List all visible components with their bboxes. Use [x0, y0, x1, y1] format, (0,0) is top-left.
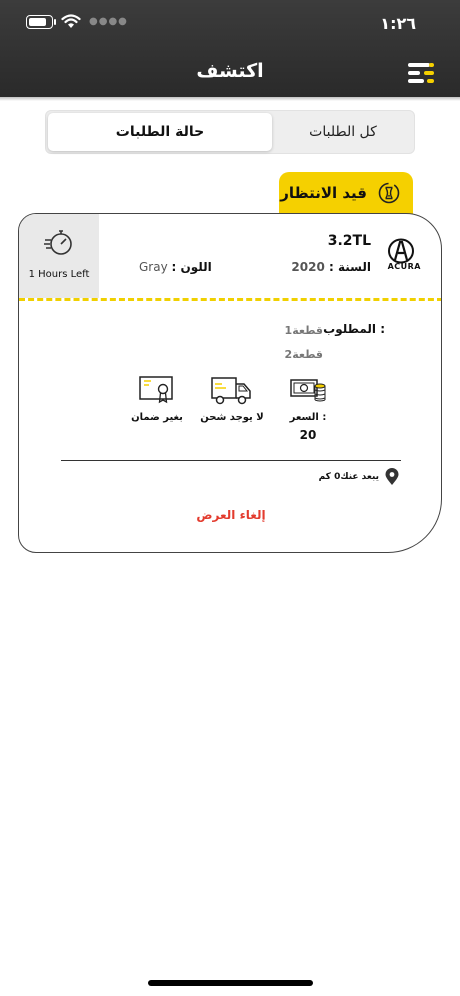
time-left-box [19, 214, 99, 298]
distance-info [319, 468, 399, 486]
car-model: 3.2TL [327, 233, 371, 249]
hourglass-icon [377, 181, 401, 205]
tab-order-status[interactable]: حالة الطلبات [48, 113, 272, 151]
home-indicator[interactable] [148, 980, 313, 986]
cancel-offer-button[interactable]: إلغاء العرض [196, 508, 266, 522]
status-badge [279, 172, 413, 216]
warranty-label: بغير ضمان [131, 412, 183, 423]
top-bar [0, 0, 460, 97]
page-title: اكتشف [196, 60, 264, 82]
certificate-icon [137, 372, 177, 408]
warranty-feature [127, 372, 187, 423]
wifi-icon [61, 14, 81, 29]
color-value: Gray [139, 260, 168, 274]
part-item: قطعة2 [284, 348, 323, 361]
dashed-divider [19, 298, 442, 301]
status-time: ١:٢٦ [380, 14, 416, 33]
signal-dots-icon: ●●●● [89, 16, 128, 27]
battery-icon [26, 15, 53, 29]
shipping-feature [197, 372, 267, 423]
location-pin-icon [385, 468, 399, 486]
order-card [18, 213, 442, 553]
order-tabs [45, 110, 415, 154]
car-year [291, 260, 371, 274]
brand-name: ACURA [387, 262, 421, 271]
distance-text: يبعد عنك0 كم [318, 472, 379, 482]
part-item: قطعة1 [284, 324, 323, 337]
price-value: 20 [299, 428, 317, 442]
money-icon [288, 372, 328, 408]
card-divider [61, 460, 401, 461]
truck-icon [210, 372, 254, 408]
status-label: قيد الانتظار [280, 184, 367, 202]
shipping-label: لا يوجد شحن [200, 412, 264, 423]
time-left-label: 1 Hours Left [28, 269, 90, 280]
required-label: المطلوب : [323, 322, 385, 336]
tab-all-orders[interactable]: كل الطلبات [309, 124, 377, 140]
price-feature [281, 372, 335, 442]
stopwatch-icon [43, 226, 75, 258]
color-label: اللون : [171, 260, 212, 274]
price-label: السعر : [289, 412, 327, 423]
year-value: 2020 [291, 260, 325, 274]
year-label: السنة : [329, 260, 371, 274]
menu-icon[interactable] [408, 63, 434, 85]
status-icons [26, 14, 128, 29]
car-color [139, 260, 212, 274]
header-shadow [0, 97, 460, 101]
